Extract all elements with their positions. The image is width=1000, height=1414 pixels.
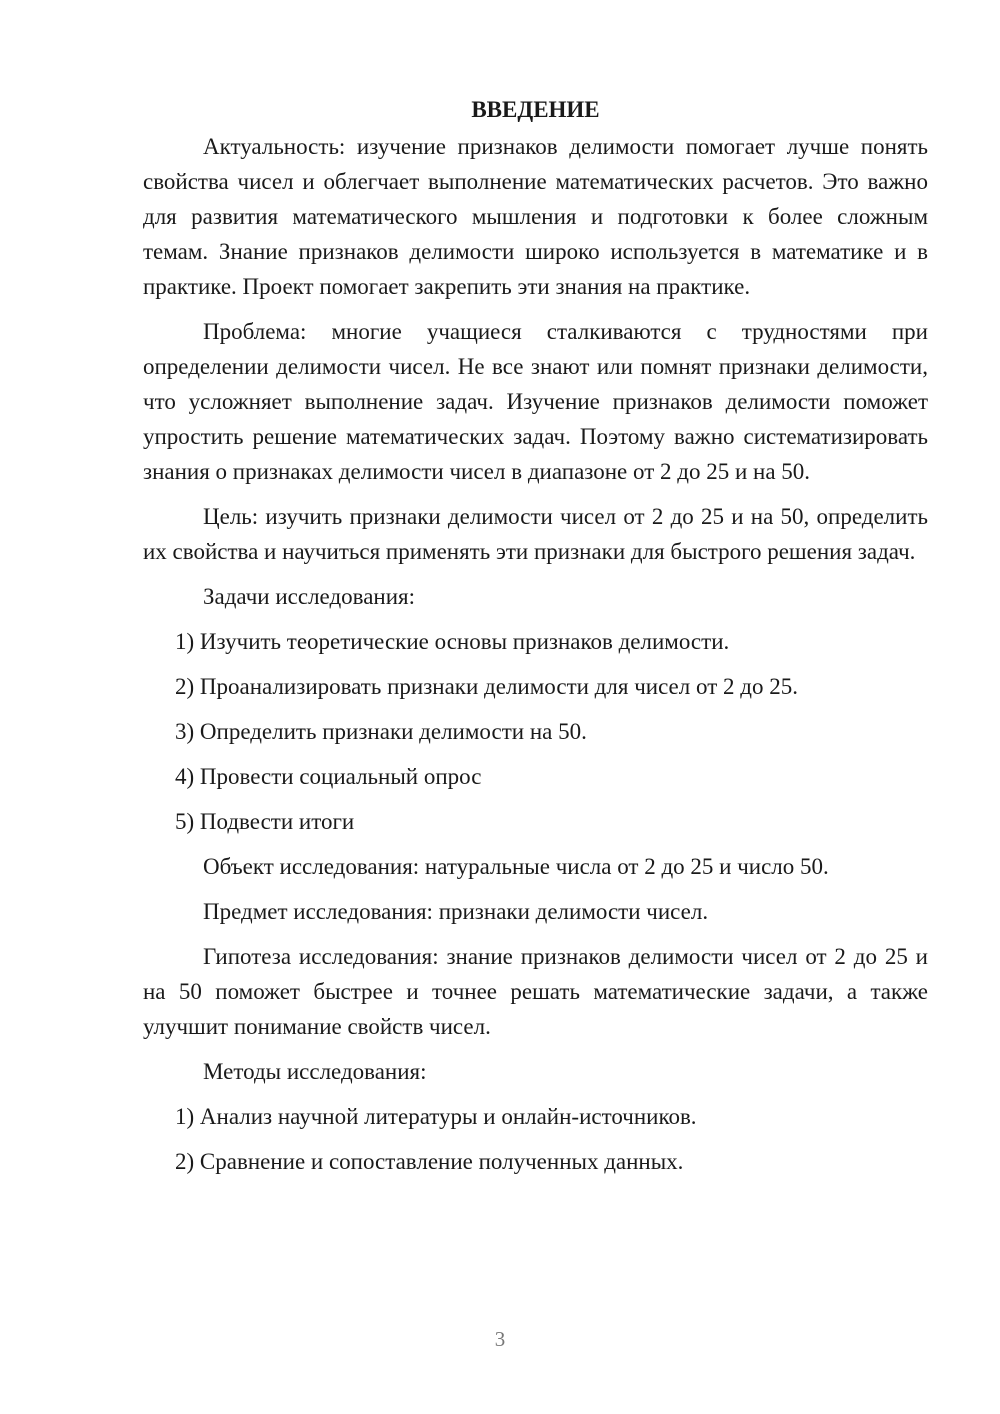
task-item-3: 3) Определить признаки делимости на 50.	[175, 719, 587, 744]
task-item-2: 2) Проанализировать признаки делимости для чисел от 2 до 25.	[175, 674, 798, 699]
task-item-5: 5) Подвести итоги	[175, 809, 355, 834]
hypothesis-paragraph: Гипотеза исследования: знание признаков делимости чисел от 2 до 25 и на 50 поможет быстрее и точнее решать математические задачи, а также улучшит понимание свойств чисел.	[143, 944, 928, 1039]
methods-heading: Методы исследования:	[203, 1059, 427, 1084]
research-object: Объект исследования: натуральные числа от 2 до 25 и число 50.	[203, 854, 829, 879]
method-item-2: 2) Сравнение и сопоставление полученных данных.	[175, 1149, 684, 1174]
tasks-heading: Задачи исследования:	[203, 584, 416, 609]
research-subject: Предмет исследования: признаки делимости чисел.	[203, 899, 709, 924]
section-title: ВВЕДЕНИЕ	[471, 97, 600, 122]
task-item-4: 4) Провести социальный опрос	[175, 764, 482, 789]
document-page	[143, 92, 928, 1189]
problem-paragraph: Проблема: многие учащиеся сталкиваются с трудностями при определении делимости чисел. Не все знают или помнят признаки делимости, что усложняет выполнение задач. Изучение признаков делимости поможет упростить решение математических задач. Поэтому важно систематизировать знания о признаках делимости чисел в диапазоне от 2 до 25 и на 50.	[143, 319, 928, 484]
relevance-paragraph: Актуальность: изучение признаков делимости помогает лучше понять свойства чисел и облегчает выполнение математических расчетов. Это важно для развития математического мышления и подготовки к более сложным темам. Знание признаков делимости широко используется в математике и в практике. Проект помогает закрепить эти знания на практике.	[143, 134, 928, 299]
method-item-1: 1) Анализ научной литературы и онлайн-источников.	[175, 1104, 697, 1129]
task-item-1: 1) Изучить теоретические основы признаков делимости.	[175, 629, 730, 654]
goal-paragraph: Цель: изучить признаки делимости чисел от 2 до 25 и на 50, определить их свойства и научиться применять эти признаки для быстрого решения задач.	[143, 504, 928, 564]
page-number: 3	[494, 1327, 506, 1351]
